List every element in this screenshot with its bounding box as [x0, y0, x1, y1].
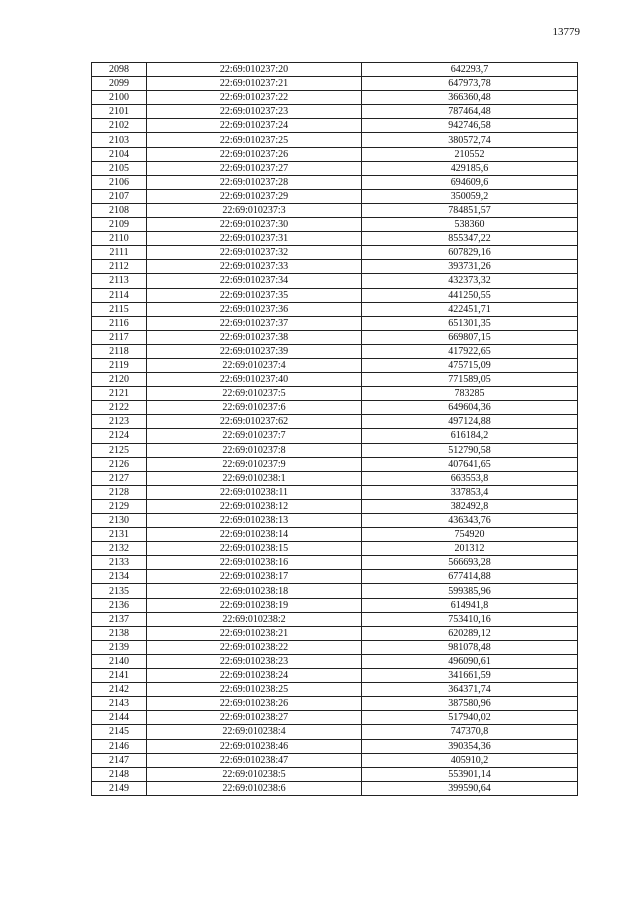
row-number-cell: 2148 — [92, 767, 147, 781]
table-row — [92, 457, 578, 471]
table-row — [92, 598, 578, 612]
value-cell: 432373,32 — [362, 274, 578, 288]
row-number-cell: 2132 — [92, 542, 147, 556]
table-row — [92, 401, 578, 415]
row-number-cell: 2128 — [92, 485, 147, 499]
table-row — [92, 612, 578, 626]
table-row — [92, 626, 578, 640]
cadastral-number-cell: 22:69:010238:5 — [147, 767, 362, 781]
row-number-cell: 2141 — [92, 669, 147, 683]
table-row — [92, 556, 578, 570]
table-row — [92, 105, 578, 119]
table-row — [92, 274, 578, 288]
value-cell: 399590,64 — [362, 781, 578, 795]
cadastral-number-cell: 22:69:010238:14 — [147, 528, 362, 542]
row-number-cell: 2115 — [92, 302, 147, 316]
table-row — [92, 260, 578, 274]
cadastral-number-cell: 22:69:010237:37 — [147, 316, 362, 330]
table-row — [92, 133, 578, 147]
cadastral-number-cell: 22:69:010238:23 — [147, 654, 362, 668]
table-row — [92, 542, 578, 556]
value-cell: 663553,8 — [362, 471, 578, 485]
table-row — [92, 514, 578, 528]
cadastral-number-cell: 22:69:010237:3 — [147, 203, 362, 217]
row-number-cell: 2114 — [92, 288, 147, 302]
value-cell: 784851,57 — [362, 203, 578, 217]
table-row — [92, 161, 578, 175]
value-cell: 517940,02 — [362, 711, 578, 725]
row-number-cell: 2116 — [92, 316, 147, 330]
row-number-cell: 2106 — [92, 175, 147, 189]
value-cell: 417922,65 — [362, 344, 578, 358]
value-cell: 614941,8 — [362, 598, 578, 612]
cadastral-number-cell: 22:69:010237:9 — [147, 457, 362, 471]
cadastral-number-cell: 22:69:010237:21 — [147, 77, 362, 91]
table-row — [92, 330, 578, 344]
value-cell: 405910,2 — [362, 753, 578, 767]
row-number-cell: 2146 — [92, 739, 147, 753]
row-number-cell: 2122 — [92, 401, 147, 415]
cadastral-number-cell: 22:69:010237:33 — [147, 260, 362, 274]
row-number-cell: 2137 — [92, 612, 147, 626]
row-number-cell: 2104 — [92, 147, 147, 161]
value-cell: 747370,8 — [362, 725, 578, 739]
cadastral-number-cell: 22:69:010237:20 — [147, 63, 362, 77]
cadastral-number-cell: 22:69:010237:7 — [147, 429, 362, 443]
row-number-cell: 2129 — [92, 499, 147, 513]
cadastral-number-cell: 22:69:010238:4 — [147, 725, 362, 739]
row-number-cell: 2108 — [92, 203, 147, 217]
table-row — [92, 358, 578, 372]
table-row — [92, 781, 578, 795]
table-row — [92, 316, 578, 330]
cadastral-number-cell: 22:69:010238:46 — [147, 739, 362, 753]
cadastral-number-cell: 22:69:010238:1 — [147, 471, 362, 485]
value-cell: 512790,58 — [362, 443, 578, 457]
table-row — [92, 570, 578, 584]
value-cell: 616184,2 — [362, 429, 578, 443]
table-row — [92, 654, 578, 668]
table-row — [92, 443, 578, 457]
value-cell: 553901,14 — [362, 767, 578, 781]
row-number-cell: 2100 — [92, 91, 147, 105]
row-number-cell: 2109 — [92, 218, 147, 232]
cadastral-number-cell: 22:69:010238:21 — [147, 626, 362, 640]
row-number-cell: 2118 — [92, 344, 147, 358]
row-number-cell: 2117 — [92, 330, 147, 344]
table-row — [92, 302, 578, 316]
table-row — [92, 63, 578, 77]
row-number-cell: 2111 — [92, 246, 147, 260]
value-cell: 787464,48 — [362, 105, 578, 119]
cadastral-number-cell: 22:69:010237:8 — [147, 443, 362, 457]
value-cell: 210552 — [362, 147, 578, 161]
row-number-cell: 2133 — [92, 556, 147, 570]
cadastral-number-cell: 22:69:010238:12 — [147, 499, 362, 513]
cadastral-number-cell: 22:69:010237:38 — [147, 330, 362, 344]
cadastral-number-cell: 22:69:010237:27 — [147, 161, 362, 175]
value-cell: 783285 — [362, 387, 578, 401]
value-cell: 855347,22 — [362, 232, 578, 246]
table-row — [92, 767, 578, 781]
table-row — [92, 415, 578, 429]
value-cell: 422451,71 — [362, 302, 578, 316]
value-cell: 694609,6 — [362, 175, 578, 189]
registry-table-body — [92, 63, 578, 796]
cadastral-number-cell: 22:69:010237:24 — [147, 119, 362, 133]
cadastral-number-cell: 22:69:010237:34 — [147, 274, 362, 288]
value-cell: 642293,7 — [362, 63, 578, 77]
value-cell: 607829,16 — [362, 246, 578, 260]
row-number-cell: 2145 — [92, 725, 147, 739]
value-cell: 337853,4 — [362, 485, 578, 499]
cadastral-number-cell: 22:69:010238:13 — [147, 514, 362, 528]
value-cell: 436343,76 — [362, 514, 578, 528]
value-cell: 366360,48 — [362, 91, 578, 105]
cadastral-number-cell: 22:69:010238:22 — [147, 640, 362, 654]
cadastral-number-cell: 22:69:010238:6 — [147, 781, 362, 795]
table-row — [92, 429, 578, 443]
value-cell: 649604,36 — [362, 401, 578, 415]
row-number-cell: 2123 — [92, 415, 147, 429]
cadastral-number-cell: 22:69:010237:22 — [147, 91, 362, 105]
cadastral-number-cell: 22:69:010237:26 — [147, 147, 362, 161]
cadastral-number-cell: 22:69:010238:27 — [147, 711, 362, 725]
row-number-cell: 2130 — [92, 514, 147, 528]
table-row — [92, 203, 578, 217]
cadastral-number-cell: 22:69:010237:4 — [147, 358, 362, 372]
row-number-cell: 2143 — [92, 697, 147, 711]
row-number-cell: 2136 — [92, 598, 147, 612]
row-number-cell: 2125 — [92, 443, 147, 457]
row-number-cell: 2127 — [92, 471, 147, 485]
value-cell: 771589,05 — [362, 373, 578, 387]
cadastral-number-cell: 22:69:010238:24 — [147, 669, 362, 683]
row-number-cell: 2124 — [92, 429, 147, 443]
cadastral-number-cell: 22:69:010237:6 — [147, 401, 362, 415]
row-number-cell: 2119 — [92, 358, 147, 372]
row-number-cell: 2149 — [92, 781, 147, 795]
row-number-cell: 2107 — [92, 189, 147, 203]
value-cell: 364371,74 — [362, 683, 578, 697]
table-row — [92, 218, 578, 232]
cadastral-number-cell: 22:69:010237:25 — [147, 133, 362, 147]
table-row — [92, 485, 578, 499]
table-row — [92, 471, 578, 485]
cadastral-number-cell: 22:69:010238:2 — [147, 612, 362, 626]
table-row — [92, 753, 578, 767]
value-cell: 566693,28 — [362, 556, 578, 570]
table-row — [92, 711, 578, 725]
row-number-cell: 2103 — [92, 133, 147, 147]
row-number-cell: 2142 — [92, 683, 147, 697]
row-number-cell: 2126 — [92, 457, 147, 471]
value-cell: 390354,36 — [362, 739, 578, 753]
value-cell: 677414,88 — [362, 570, 578, 584]
cadastral-number-cell: 22:69:010237:29 — [147, 189, 362, 203]
page-number: 13779 — [552, 26, 580, 38]
row-number-cell: 2138 — [92, 626, 147, 640]
row-number-cell: 2134 — [92, 570, 147, 584]
value-cell: 201312 — [362, 542, 578, 556]
value-cell: 497124,88 — [362, 415, 578, 429]
table-row — [92, 189, 578, 203]
row-number-cell: 2102 — [92, 119, 147, 133]
cadastral-number-cell: 22:69:010238:11 — [147, 485, 362, 499]
cadastral-number-cell: 22:69:010238:18 — [147, 584, 362, 598]
value-cell: 350059,2 — [362, 189, 578, 203]
cadastral-number-cell: 22:69:010238:15 — [147, 542, 362, 556]
value-cell: 669807,15 — [362, 330, 578, 344]
row-number-cell: 2112 — [92, 260, 147, 274]
value-cell: 393731,26 — [362, 260, 578, 274]
cadastral-number-cell: 22:69:010238:16 — [147, 556, 362, 570]
value-cell: 753410,16 — [362, 612, 578, 626]
value-cell: 496090,61 — [362, 654, 578, 668]
value-cell: 387580,96 — [362, 697, 578, 711]
cadastral-number-cell: 22:69:010238:47 — [147, 753, 362, 767]
cadastral-number-cell: 22:69:010238:17 — [147, 570, 362, 584]
value-cell: 942746,58 — [362, 119, 578, 133]
cadastral-number-cell: 22:69:010237:5 — [147, 387, 362, 401]
value-cell: 380572,74 — [362, 133, 578, 147]
value-cell: 754920 — [362, 528, 578, 542]
cadastral-number-cell: 22:69:010237:40 — [147, 373, 362, 387]
row-number-cell: 2147 — [92, 753, 147, 767]
row-number-cell: 2105 — [92, 161, 147, 175]
cadastral-number-cell: 22:69:010237:36 — [147, 302, 362, 316]
row-number-cell: 2110 — [92, 232, 147, 246]
value-cell: 475715,09 — [362, 358, 578, 372]
value-cell: 599385,96 — [362, 584, 578, 598]
row-number-cell: 2098 — [92, 63, 147, 77]
value-cell: 441250,55 — [362, 288, 578, 302]
table-row — [92, 288, 578, 302]
cadastral-number-cell: 22:69:010237:31 — [147, 232, 362, 246]
cadastral-number-cell: 22:69:010237:35 — [147, 288, 362, 302]
cadastral-number-cell: 22:69:010237:28 — [147, 175, 362, 189]
row-number-cell: 2099 — [92, 77, 147, 91]
cadastral-number-cell: 22:69:010238:26 — [147, 697, 362, 711]
table-row — [92, 147, 578, 161]
table-row — [92, 739, 578, 753]
row-number-cell: 2121 — [92, 387, 147, 401]
row-number-cell: 2101 — [92, 105, 147, 119]
value-cell: 538360 — [362, 218, 578, 232]
value-cell: 647973,78 — [362, 77, 578, 91]
table-row — [92, 528, 578, 542]
registry-table — [91, 62, 578, 796]
row-number-cell: 2131 — [92, 528, 147, 542]
cadastral-number-cell: 22:69:010237:30 — [147, 218, 362, 232]
cadastral-number-cell: 22:69:010237:23 — [147, 105, 362, 119]
row-number-cell: 2113 — [92, 274, 147, 288]
table-row — [92, 683, 578, 697]
table-row — [92, 499, 578, 513]
table-row — [92, 669, 578, 683]
table-row — [92, 344, 578, 358]
table-row — [92, 175, 578, 189]
table-row — [92, 91, 578, 105]
table-row — [92, 77, 578, 91]
value-cell: 341661,59 — [362, 669, 578, 683]
row-number-cell: 2139 — [92, 640, 147, 654]
table-row — [92, 697, 578, 711]
table-row — [92, 232, 578, 246]
row-number-cell: 2135 — [92, 584, 147, 598]
cadastral-number-cell: 22:69:010238:25 — [147, 683, 362, 697]
table-row — [92, 373, 578, 387]
value-cell: 651301,35 — [362, 316, 578, 330]
table-row — [92, 387, 578, 401]
row-number-cell: 2144 — [92, 711, 147, 725]
cadastral-number-cell: 22:69:010237:32 — [147, 246, 362, 260]
table-row — [92, 246, 578, 260]
value-cell: 620289,12 — [362, 626, 578, 640]
cadastral-number-cell: 22:69:010238:19 — [147, 598, 362, 612]
cadastral-number-cell: 22:69:010237:62 — [147, 415, 362, 429]
value-cell: 382492,8 — [362, 499, 578, 513]
table-row — [92, 725, 578, 739]
table-row — [92, 119, 578, 133]
table-row — [92, 640, 578, 654]
row-number-cell: 2120 — [92, 373, 147, 387]
table-row — [92, 584, 578, 598]
value-cell: 429185,6 — [362, 161, 578, 175]
row-number-cell: 2140 — [92, 654, 147, 668]
cadastral-number-cell: 22:69:010237:39 — [147, 344, 362, 358]
value-cell: 407641,65 — [362, 457, 578, 471]
value-cell: 981078,48 — [362, 640, 578, 654]
